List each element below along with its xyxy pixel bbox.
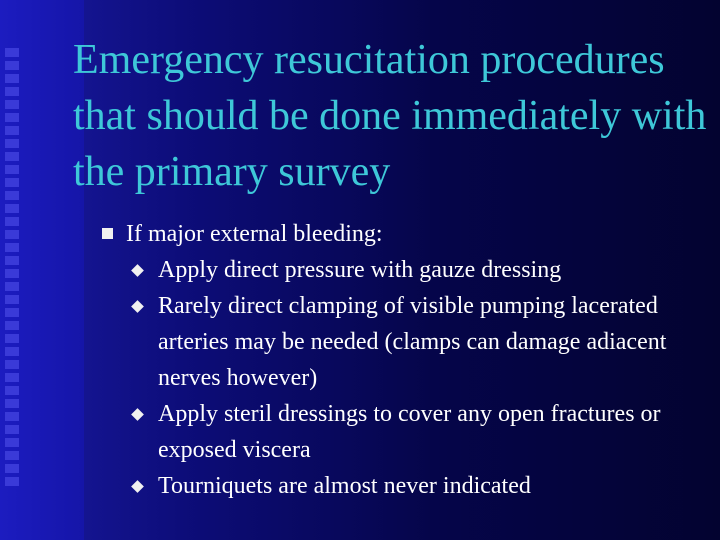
- sub-bullet-text: Apply steril dressings to cover any open fractures or exposed viscera: [158, 401, 661, 463]
- sub-bullet-text: Apply direct pressure with gauze dressing: [158, 257, 562, 283]
- left-decorative-strip: [0, 0, 84, 540]
- slide-body: [100, 216, 700, 504]
- sub-bullet-text: Tourniquets are almost never indicated: [158, 473, 531, 499]
- bullet-text: If major external bleeding:: [126, 221, 383, 247]
- bullet-item: [100, 216, 700, 252]
- sub-bullet-text: Rarely direct clamping of visible pumping lacerated arteries may be needed (clamps can damage adiacent nerves however): [158, 293, 667, 391]
- diamond-bullet-icon: [131, 408, 144, 421]
- decorative-squares: [5, 48, 19, 488]
- slide-title: Emergency resucitation procedures that should be done immediately with the primary survey: [73, 37, 707, 195]
- diamond-bullet-icon: [131, 300, 144, 313]
- sub-bullet-item: [100, 396, 700, 468]
- square-bullet-icon: [102, 228, 113, 239]
- diamond-bullet-icon: [131, 480, 144, 493]
- sub-bullet-item: [100, 468, 700, 504]
- sub-bullet-item: [100, 288, 700, 396]
- sub-bullet-item: [100, 252, 700, 288]
- diamond-bullet-icon: [131, 264, 144, 277]
